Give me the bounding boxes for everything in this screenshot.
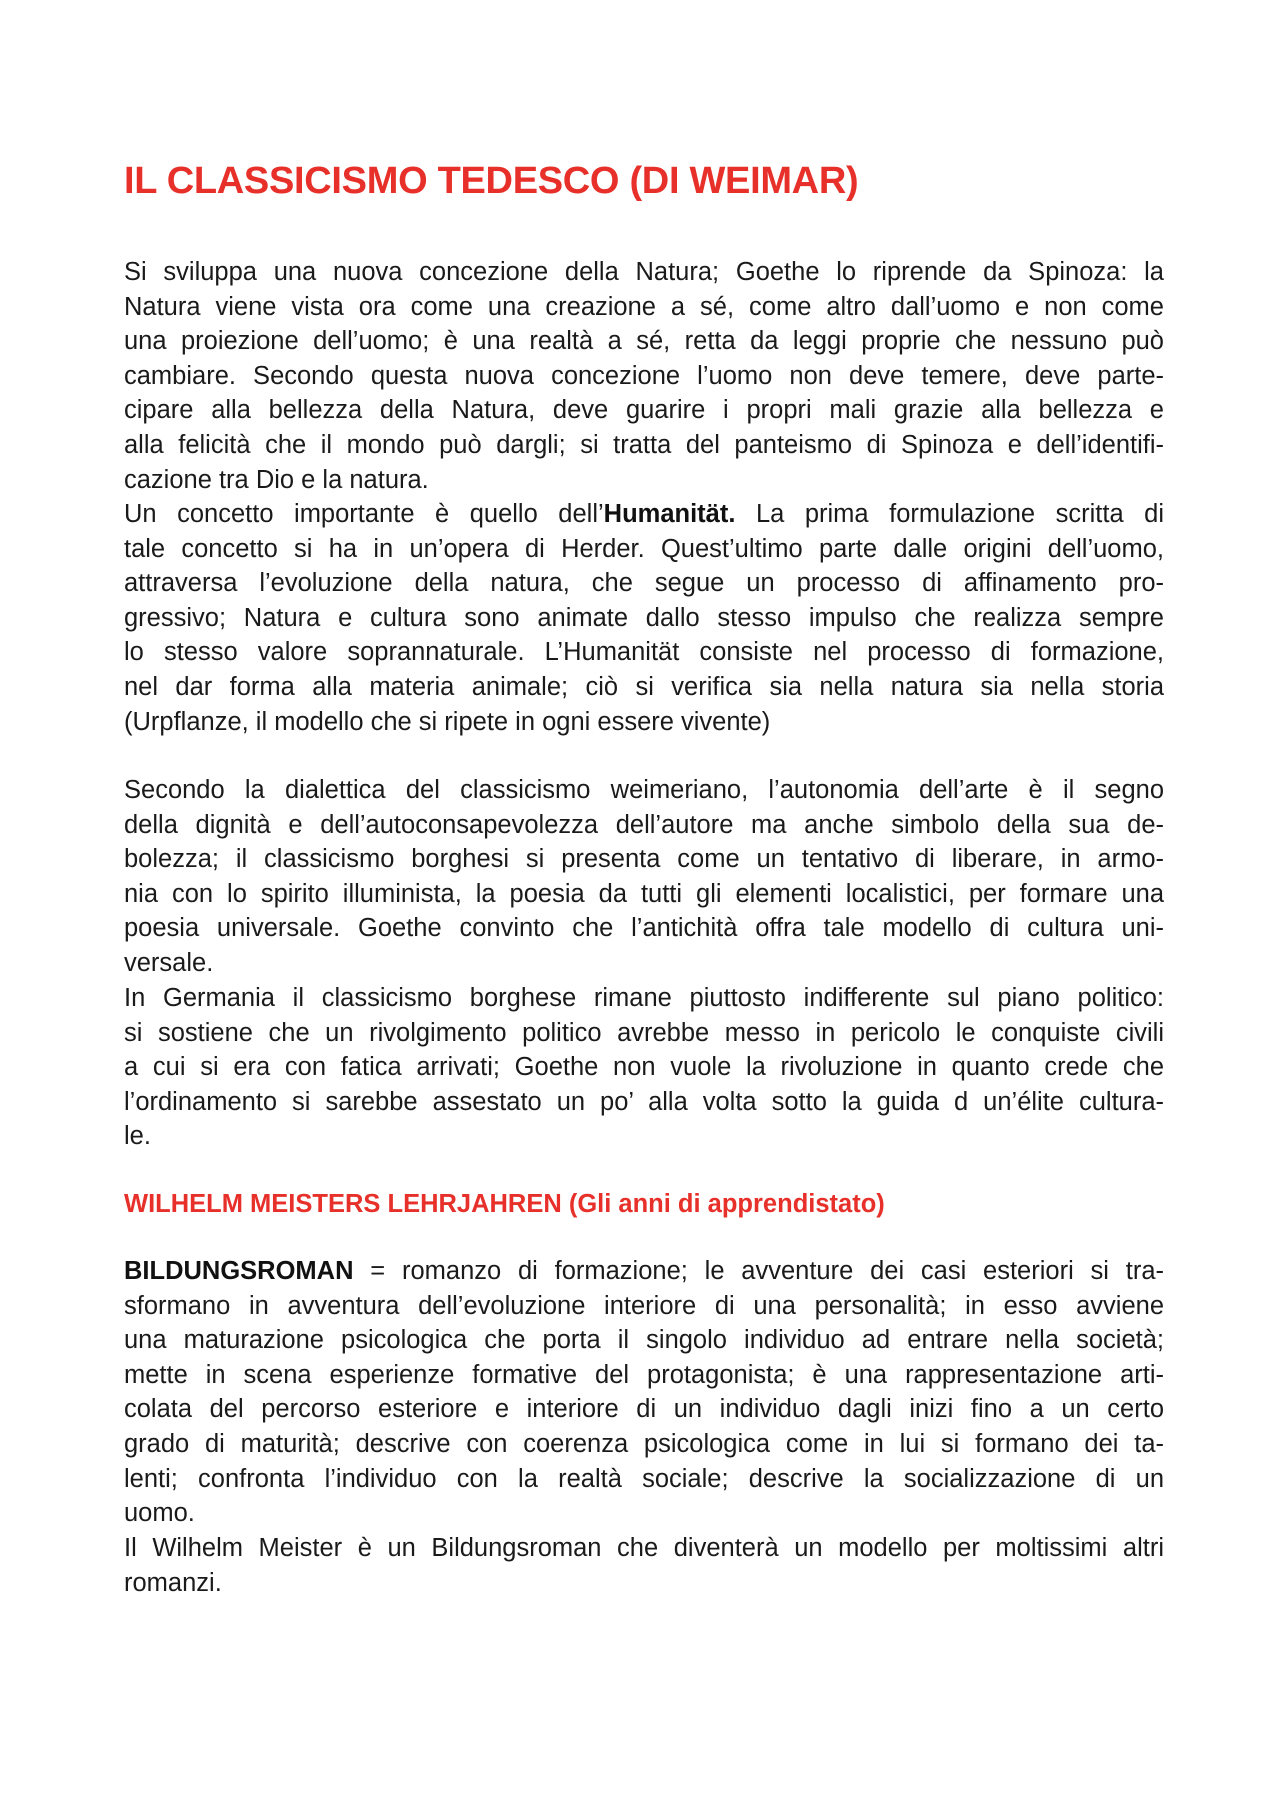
bildungsroman-term: BILDUNGSROMAN — [124, 1257, 354, 1285]
text-line: tale concetto si ha in un’opera di Herder. Quest’ultimo parte dalle origini dell’uomo, — [124, 534, 1164, 563]
text-line: Il Wilhelm Meister è un Bildungsroman che diventerà un modello per moltissimi altri — [124, 1534, 1164, 1562]
text-line: cambiare. Secondo questa nuova concezione l’uomo non deve temere, deve parte- — [124, 361, 1164, 390]
text-line: versale. — [124, 948, 214, 977]
text-line: Si sviluppa una nuova concezione della Natura; Goethe lo riprende da Spinoza: la — [124, 258, 1164, 286]
text-line: sformano in avventura dell’evoluzione interiore di una personalità; in esso avviene — [124, 1291, 1164, 1320]
paragraph-bildungsroman — [124, 1254, 1164, 1531]
text-line: alla felicità che il mondo può dargli; si tratta del panteismo di Spinoza e dell’identifi- — [124, 430, 1164, 459]
text-line: cipare alla bellezza della Natura, deve guarire i propri mali grazie alla bellezza e — [124, 396, 1164, 425]
text-line: una maturazione psicologica che porta il singolo individuo ad entrare nella società; — [124, 1326, 1164, 1355]
text-line: bolezza; il classicismo borghesi si presenta come un tentativo di liberare, in armo- — [124, 845, 1164, 874]
text-line: si sostiene che un rivolgimento politico avrebbe messo in pericolo le conquiste civili — [124, 1018, 1164, 1047]
text-line: Secondo la dialettica del classicismo weimeriano, l’autonomia dell’arte è il segno — [124, 776, 1164, 804]
text-line: romanzi. — [124, 1568, 222, 1597]
text-line: attraversa l’evoluzione della natura, che segue un processo di affinamento pro- — [124, 569, 1164, 598]
text-line: l’ordinamento si sarebbe assestato un po’ alla volta sotto la guida d un’élite cultura- — [124, 1087, 1164, 1116]
text-fragment: La prima formulazione scritta di — [735, 500, 1164, 528]
text-line: nia con lo spirito illuminista, la poesia da tutti gli elementi localistici, per formare una — [124, 879, 1164, 908]
text-line: (Urpflanze, il modello che si ripete in ogni essere vivente) — [124, 707, 771, 736]
text-line: nel dar forma alla materia animale; ciò si verifica sia nella natura sia nella storia — [124, 672, 1164, 701]
text-line: della dignità e dell’autoconsapevolezza dell’autore ma anche simbolo della sua de- — [124, 810, 1164, 839]
text-line: gressivo; Natura e cultura sono animate dallo stesso impulso che realizza sempre — [124, 603, 1164, 632]
text-line: lo stesso valore soprannaturale. L’Humanität consiste nel processo di formazione, — [124, 638, 1164, 667]
section-subtitle: WILHELM MEISTERS LEHRJAHREN (Gli anni di apprendistato) — [124, 1190, 885, 1218]
paragraph-wilhelm-meister — [124, 1531, 1164, 1600]
text-line — [124, 497, 1164, 532]
text-line: colata del percorso esteriore e interiore di un individuo dagli inizi fino a un certo — [124, 1395, 1164, 1424]
text-fragment: = romanzo di formazione; le avventure dei casi esteriori si tra- — [353, 1257, 1164, 1285]
paragraph-nature — [124, 255, 1164, 497]
text-fragment: Un concetto importante è quello dell’ — [124, 500, 604, 528]
text-line: lenti; confronta l’individuo con la realtà sociale; descrive la socializzazione di un — [124, 1464, 1164, 1493]
text-line: poesia universale. Goethe convinto che l’antichità offra tale modello di cultura uni- — [124, 914, 1164, 943]
text-line: una proiezione dell’uomo; è una realtà a sé, retta da leggi proprie che nessuno può — [124, 327, 1164, 356]
text-line: Natura viene vista ora come una creazione a sé, come altro dall’uomo e non come — [124, 292, 1164, 321]
text-line: a cui si era con fatica arrivati; Goethe non vuole la rivoluzione in quanto crede che — [124, 1053, 1164, 1082]
paragraph-humanitat — [124, 497, 1164, 739]
text-line — [124, 1254, 1164, 1289]
page-title: IL CLASSICISMO TEDESCO (DI WEIMAR) — [124, 160, 859, 202]
text-line: le. — [124, 1122, 151, 1151]
humanitat-term: Humanität. — [603, 500, 736, 528]
paragraph-dialettica — [124, 773, 1164, 981]
text-line: mette in scena esperienze formative del protagonista; è una rappresentazione arti- — [124, 1360, 1164, 1389]
text-line: cazione tra Dio e la natura. — [124, 465, 429, 494]
text-line: In Germania il classicismo borghese rimane piuttosto indifferente sul piano politico: — [124, 984, 1164, 1012]
text-line: grado di maturità; descrive con coerenza psicologica come in lui si formano dei ta- — [124, 1429, 1164, 1458]
text-line: uomo. — [124, 1499, 195, 1528]
paragraph-germania — [124, 981, 1164, 1154]
